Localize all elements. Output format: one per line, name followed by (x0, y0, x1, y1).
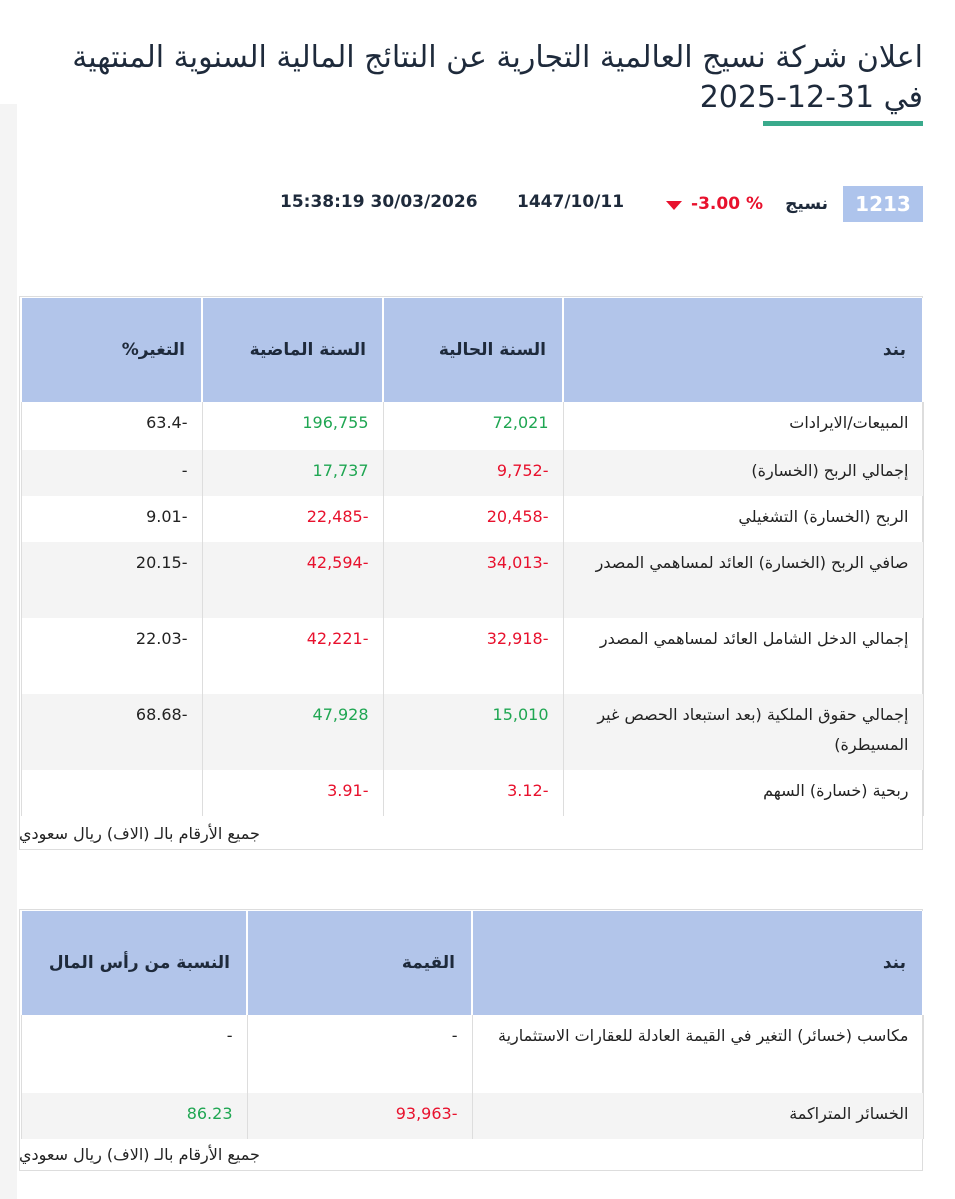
capital-ratio-cell-text: - (226, 1026, 233, 1045)
item-cell-text: المبيعات/الايرادات (789, 413, 909, 432)
table-row (21, 770, 923, 816)
ticker-bar (0, 186, 955, 222)
change-cell-text: 68.68- (135, 705, 188, 724)
item-cell (472, 1015, 923, 1093)
item-cell (563, 542, 923, 618)
item-cell-text: إجمالي الدخل الشامل العائد لمساهمي المصدر (599, 629, 909, 648)
item-cell-text: الخسائر المتراكمة (789, 1104, 909, 1123)
value-cell (247, 1093, 472, 1139)
side-strip (0, 104, 17, 1199)
table-row (21, 618, 923, 694)
previous-year-cell (202, 496, 383, 542)
item-cell-text: ربحية (خسارة) السهم (763, 781, 909, 800)
change-cell (21, 694, 202, 770)
table-row (21, 1015, 923, 1093)
table-row (21, 496, 923, 542)
hijri-date: 1447/10/11 (517, 192, 625, 212)
item-cell (563, 450, 923, 496)
current-year-cell-text: 3.12- (507, 781, 549, 800)
change-cell (21, 542, 202, 618)
previous-year-cell-text: 3.91- (327, 781, 369, 800)
capital-ratio-cell (21, 1093, 247, 1139)
previous-year-cell-text: 42,221- (306, 629, 369, 648)
change-cell-text: 63.4- (146, 413, 188, 432)
previous-year-cell-text: 196,755 (302, 413, 369, 432)
current-year-cell-text: 15,010 (492, 705, 549, 724)
table-row (21, 1093, 923, 1139)
current-year-cell (383, 450, 563, 496)
item-cell-text: مكاسب (خسائر) التغير في القيمة العادلة للعقارات الاستثمارية (498, 1026, 909, 1045)
current-year-cell (383, 694, 563, 770)
previous-year-cell-text: 47,928 (312, 705, 369, 724)
change-cell (21, 618, 202, 694)
table-header-row (21, 911, 923, 1015)
column-header-change-percent: التغير% (21, 298, 202, 402)
item-cell (563, 402, 923, 450)
current-year-cell-text: 34,013- (486, 553, 549, 572)
change-cell-text: - (181, 461, 188, 480)
item-cell-text: صافي الربح (الخسارة) العائد لمساهمي المصدر (595, 553, 909, 572)
column-header-current-year: السنة الحالية (383, 298, 563, 402)
capital-ratio-cell (21, 1015, 247, 1093)
previous-year-cell (202, 542, 383, 618)
change-cell-text: 20.15- (135, 553, 188, 572)
current-year-cell-text: 9,752- (496, 461, 549, 480)
gregorian-datetime: 15:38:19 30/03/2026 (280, 192, 478, 212)
current-year-cell (383, 770, 563, 816)
previous-year-cell-text: 42,594- (306, 553, 369, 572)
value-cell (247, 1015, 472, 1093)
previous-year-cell (202, 450, 383, 496)
value-cell-text: 93,963- (395, 1104, 458, 1123)
current-year-cell (383, 618, 563, 694)
item-cell (563, 770, 923, 816)
item-cell-text: الربح (الخسارة) التشغيلي (738, 507, 909, 526)
table-row (21, 450, 923, 496)
results-table (20, 298, 924, 816)
price-change: -3.00 % (691, 194, 763, 214)
column-header-previous-year: السنة الماضية (202, 298, 383, 402)
previous-year-cell-text: 22,485- (306, 507, 369, 526)
table1-footnote: جميع الأرقام بالـ (الاف) ريال سعودي (19, 824, 260, 843)
current-year-cell-text: 72,021 (492, 413, 549, 432)
page-title: اعلان شركة نسيج العالمية التجارية عن النتائج المالية السنوية المنتهية في 31-12-2025 (72, 40, 923, 115)
title-underline (763, 121, 923, 126)
current-year-cell-text: 20,458- (486, 507, 549, 526)
announcement-header (43, 38, 923, 118)
previous-year-cell-text: 17,737 (312, 461, 369, 480)
column-header-item: بند (563, 298, 923, 402)
change-cell (21, 402, 202, 450)
value-cell-text: - (451, 1026, 458, 1045)
capital-ratio-cell-text: 86.23 (186, 1104, 233, 1123)
item-cell (563, 694, 923, 770)
change-cell-text: 9.01- (146, 507, 188, 526)
change-cell-text: 22.03- (135, 629, 188, 648)
table-row (21, 542, 923, 618)
down-arrow-icon (666, 201, 682, 210)
company-short-name[interactable]: نسيج (785, 194, 828, 214)
previous-year-cell (202, 770, 383, 816)
current-year-cell-text: 32,918- (486, 629, 549, 648)
losses-table (20, 911, 924, 1139)
previous-year-cell (202, 694, 383, 770)
table2-footnote: جميع الأرقام بالـ (الاف) ريال سعودي (19, 1145, 260, 1164)
current-year-cell (383, 542, 563, 618)
item-cell-text: إجمالي حقوق الملكية (بعد استبعاد الحصص غير المسيطرة) (597, 705, 909, 754)
column-header-item: بند (472, 911, 923, 1015)
item-cell (472, 1093, 923, 1139)
symbol-badge[interactable]: 1213 (843, 186, 923, 222)
change-cell (21, 496, 202, 542)
current-year-cell (383, 402, 563, 450)
current-year-cell (383, 496, 563, 542)
item-cell (563, 496, 923, 542)
column-header-value: القيمة (247, 911, 472, 1015)
item-cell (563, 618, 923, 694)
table-row (21, 694, 923, 770)
item-cell-text: إجمالي الربح (الخسارة) (751, 461, 909, 480)
previous-year-cell (202, 402, 383, 450)
change-cell (21, 450, 202, 496)
column-header-capital-ratio: النسبة من رأس المال (21, 911, 247, 1015)
change-cell (21, 770, 202, 816)
table-header-row (21, 298, 923, 402)
previous-year-cell (202, 618, 383, 694)
table-row (21, 402, 923, 450)
